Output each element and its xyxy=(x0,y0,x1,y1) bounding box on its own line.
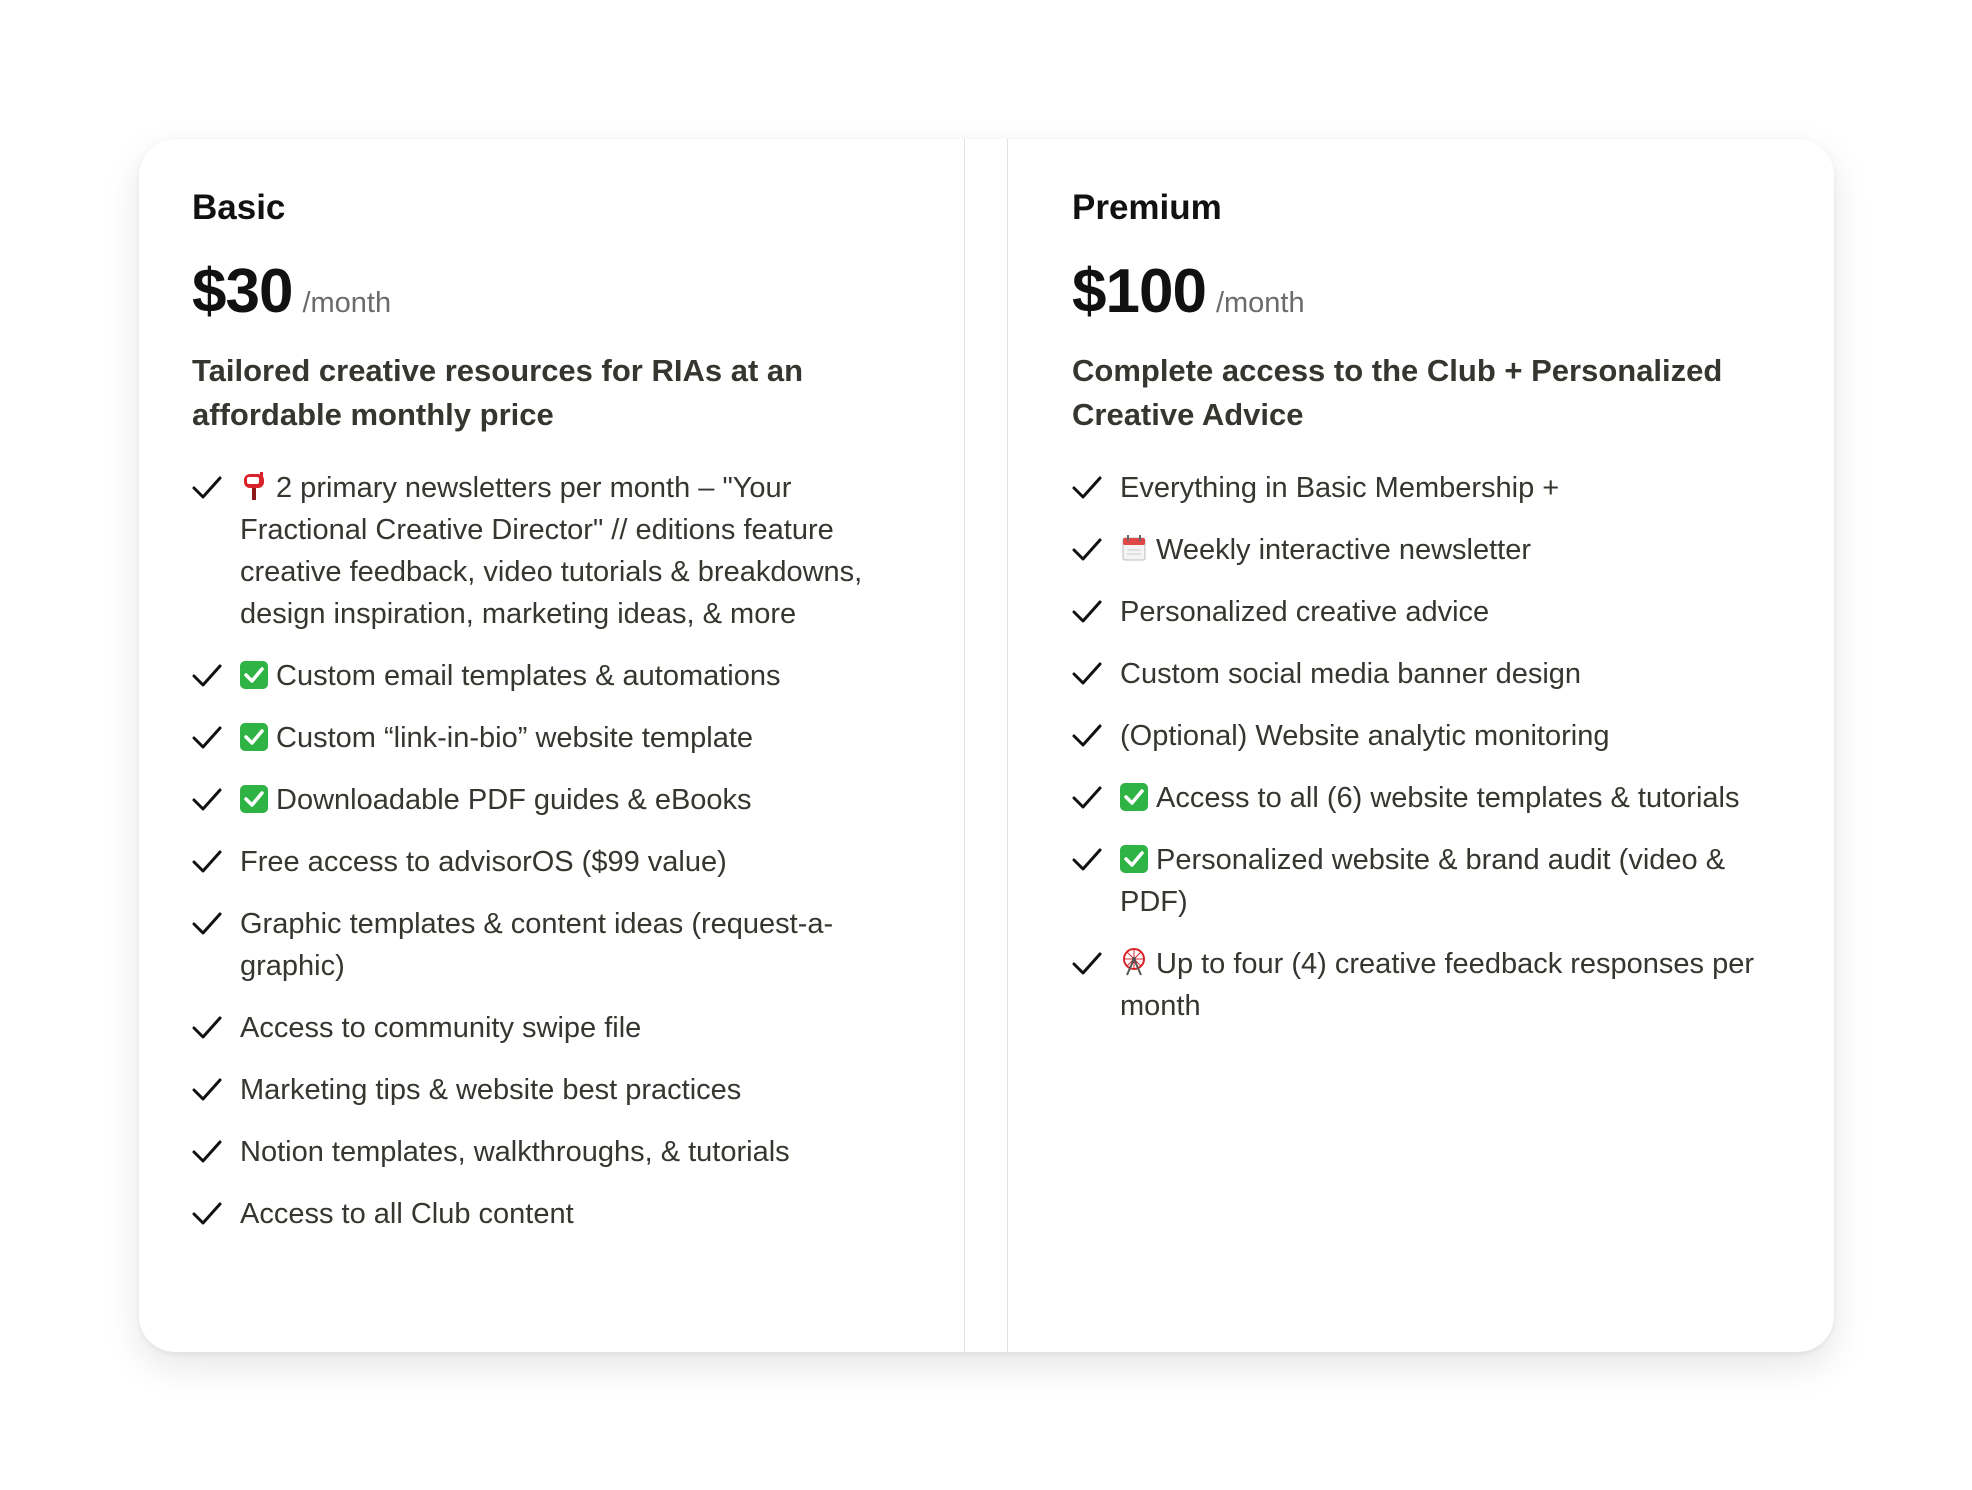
price-period: /month xyxy=(1215,287,1305,319)
feature-text: Everything in Basic Membership + xyxy=(1120,472,1560,504)
feature-text: Custom email templates & automations xyxy=(276,660,781,692)
feature-list xyxy=(192,467,912,1235)
feature-item xyxy=(192,1193,912,1235)
feature-item xyxy=(1072,777,1782,819)
feature-text: Access to community swipe file xyxy=(240,1012,642,1044)
plan-name: Basic xyxy=(192,188,286,227)
feature-text: 2 primary newsletters per month – "Your Fractional Creative Director" // editions feature creative feedback, video tutorials & breakdowns, design inspiration, marketing ideas, & more xyxy=(240,472,863,630)
ferris-wheel-icon xyxy=(1120,947,1148,977)
plan-tagline: Tailored creative resources for RIAs at an affordable monthly price xyxy=(192,353,804,432)
feature-item xyxy=(1072,653,1782,695)
feature-text: Access to all Club content xyxy=(240,1198,574,1230)
price-period: /month xyxy=(302,287,392,319)
plan-basic xyxy=(192,181,912,1255)
green-check-icon xyxy=(240,723,268,751)
plan-price: $30 xyxy=(192,257,293,326)
feature-item xyxy=(192,779,912,821)
feature-text: (Optional) Website analytic monitoring xyxy=(1120,720,1610,752)
plan-name: Premium xyxy=(1072,188,1222,227)
feature-item xyxy=(192,1069,912,1111)
feature-text: Custom “link-in-bio” website template xyxy=(276,722,754,754)
plan-price: $100 xyxy=(1072,257,1206,326)
feature-list xyxy=(1072,467,1782,1027)
feature-text: Up to four (4) creative feedback responses per month xyxy=(1120,948,1755,1022)
feature-text: Custom social media banner design xyxy=(1120,658,1582,690)
feature-text: Free access to advisorOS ($99 value) xyxy=(240,846,727,878)
feature-item xyxy=(192,655,912,697)
pricing-card xyxy=(139,139,1834,1352)
feature-item xyxy=(192,903,912,987)
feature-text: Personalized creative advice xyxy=(1120,596,1490,628)
feature-item xyxy=(1072,467,1782,509)
feature-text: Access to all (6) website templates & tutorials xyxy=(1156,782,1740,814)
green-check-icon xyxy=(240,661,268,689)
plan-tagline: Complete access to the Club + Personalized Creative Advice xyxy=(1072,353,1723,432)
feature-text: Personalized website & brand audit (video & PDF) xyxy=(1120,844,1726,918)
feature-item xyxy=(1072,715,1782,757)
green-check-icon xyxy=(1120,783,1148,811)
price-row xyxy=(1072,257,1782,327)
feature-text: Graphic templates & content ideas (request-a-graphic) xyxy=(240,908,834,982)
feature-item xyxy=(192,1007,912,1049)
plan-premium xyxy=(1072,181,1782,1047)
calendar-icon xyxy=(1120,533,1148,563)
feature-item xyxy=(192,1131,912,1173)
feature-item xyxy=(1072,529,1782,571)
column-divider xyxy=(964,139,965,1352)
feature-text: Weekly interactive newsletter xyxy=(1156,534,1532,566)
mailbox-icon xyxy=(240,471,268,501)
feature-item xyxy=(1072,839,1782,923)
feature-text: Notion templates, walkthroughs, & tutorials xyxy=(240,1136,790,1168)
feature-item xyxy=(192,841,912,883)
green-check-icon xyxy=(240,785,268,813)
feature-text: Downloadable PDF guides & eBooks xyxy=(276,784,752,816)
green-check-icon xyxy=(1120,845,1148,873)
feature-text: Marketing tips & website best practices xyxy=(240,1074,742,1106)
feature-item xyxy=(1072,591,1782,633)
feature-item xyxy=(192,717,912,759)
feature-item xyxy=(192,467,912,635)
price-row xyxy=(192,257,912,327)
column-divider xyxy=(1007,139,1008,1352)
feature-item xyxy=(1072,943,1782,1027)
